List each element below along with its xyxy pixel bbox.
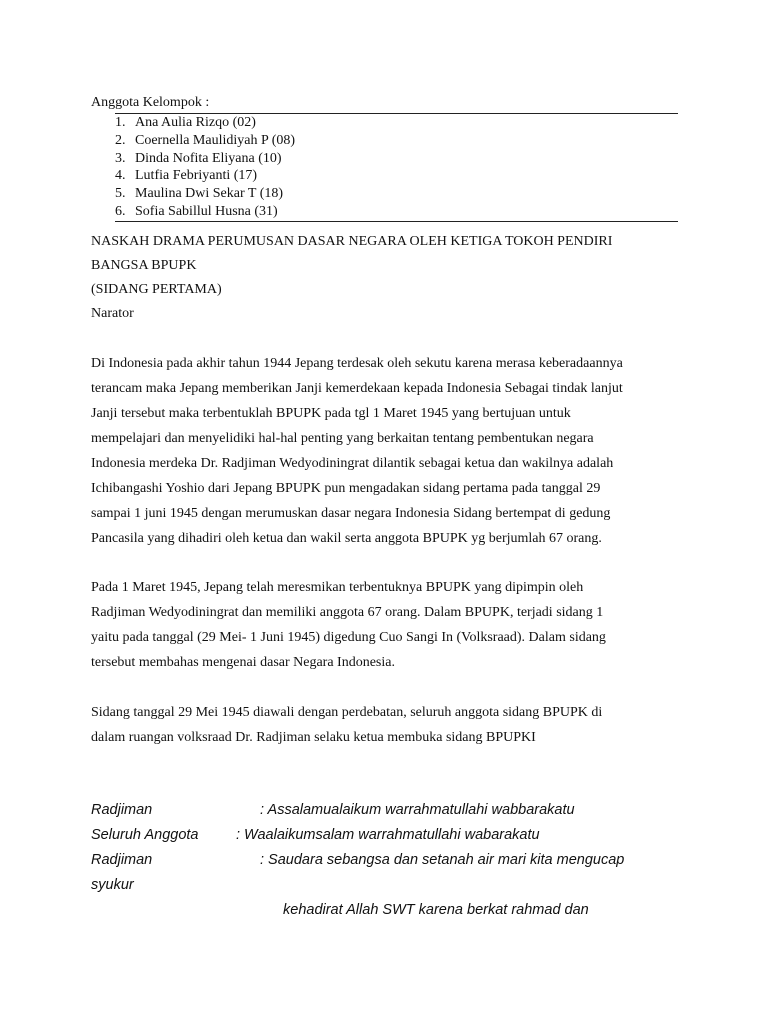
list-item (115, 132, 295, 150)
narrator-label: Narator (91, 306, 134, 321)
member-number: 2. (115, 132, 126, 148)
speaker-name: Radjiman (91, 852, 153, 868)
list-item (115, 185, 295, 203)
paragraph-line: yaitu pada tanggal (29 Mei- 1 Juni 1945) digedung Cuo Sangi In (Volksraad). Dalam sidang (91, 630, 606, 645)
paragraph-line: Janji tersebut maka terbentuklah BPUPK pada tgl 1 Maret 1945 yang bertujuan untuk (91, 406, 571, 421)
dialogue-text: : Saudara sebangsa dan setanah air mari kita mengucap (260, 852, 625, 868)
member-name: Ana Aulia Rizqo (02) (135, 115, 256, 130)
member-number: 5. (115, 186, 126, 202)
paragraph-line: terancam maka Jepang memberikan Janji kemerdekaan kepada Indonesia Sebagai tindak lanjut (91, 381, 623, 396)
speaker-name: Seluruh Anggota (91, 827, 199, 843)
member-number: 6. (115, 203, 126, 219)
paragraph-line: dalam ruangan volksraad Dr. Radjiman selaku ketua membuka sidang BPUPKI (91, 730, 536, 745)
list-item (115, 114, 295, 132)
paragraph-line: sampai 1 juni 1945 dengan merumuskan dasar negara Indonesia Sidang bertempat di gedung (91, 506, 611, 521)
dialogue-text: : Waalaikumsalam warrahmatullahi wabarakatu (236, 827, 540, 843)
paragraph-line: mempelajari dan menyelidiki hal-hal penting yang berkaitan tentang pembentukan negara (91, 431, 594, 446)
list-item (115, 167, 295, 185)
speaker-name: Radjiman (91, 802, 153, 818)
member-number: 4. (115, 168, 126, 184)
member-name: Dinda Nofita Eliyana (10) (135, 150, 282, 166)
member-name: Lutfia Febriyanti (17) (135, 168, 258, 184)
script-title-line2: BANGSA BPUPK (91, 258, 197, 273)
member-list (115, 114, 295, 221)
group-heading: Anggota Kelompok : (91, 95, 210, 110)
member-name: Maulina Dwi Sekar T (18) (135, 186, 284, 202)
paragraph-line: tersebut membahas mengenai dasar Negara Indonesia. (91, 655, 395, 670)
divider-bottom (115, 221, 678, 222)
paragraph-line: Pada 1 Maret 1945, Jepang telah meresmikan terbentuknya BPUPK yang dipimpin oleh (91, 580, 584, 595)
member-number: 3. (115, 150, 126, 166)
paragraph-line: Sidang tanggal 29 Mei 1945 diawali dengan perdebatan, seluruh anggota sidang BPUPK di (91, 705, 603, 720)
paragraph-line: Pancasila yang dihadiri oleh ketua dan wakil serta anggota BPUPK yg berjumlah 67 orang. (91, 531, 602, 546)
dialogue-text-wrap: syukur (91, 877, 134, 893)
member-number: 1. (115, 115, 126, 130)
paragraph-line: Ichibangashi Yoshio dari Jepang BPUPK pun mengadakan sidang pertama pada tanggal 29 (91, 481, 601, 496)
paragraph-line: Indonesia merdeka Dr. Radjiman Wedyodiningrat dilantik sebagai ketua dan wakilnya adalah (91, 456, 614, 471)
list-item (115, 150, 295, 168)
session-label: (SIDANG PERTAMA) (91, 282, 222, 297)
paragraph-line: Radjiman Wedyodiningrat dan memiliki anggota 67 orang. Dalam BPUPK, terjadi sidang 1 (91, 605, 604, 620)
member-name: Sofia Sabillul Husna (31) (135, 203, 278, 219)
paragraph-line: Di Indonesia pada akhir tahun 1944 Jepang terdesak oleh sekutu karena merasa keberadaannya (91, 356, 623, 371)
dialogue-text: kehadirat Allah SWT karena berkat rahmad dan (283, 902, 589, 918)
script-title-line1: NASKAH DRAMA PERUMUSAN DASAR NEGARA OLEH KETIGA TOKOH PENDIRI (91, 234, 613, 249)
member-name: Coernella Maulidiyah P (08) (135, 132, 296, 148)
dialogue-text: : Assalamualaikum warrahmatullahi wabbarakatu (260, 802, 575, 818)
list-item (115, 203, 295, 221)
